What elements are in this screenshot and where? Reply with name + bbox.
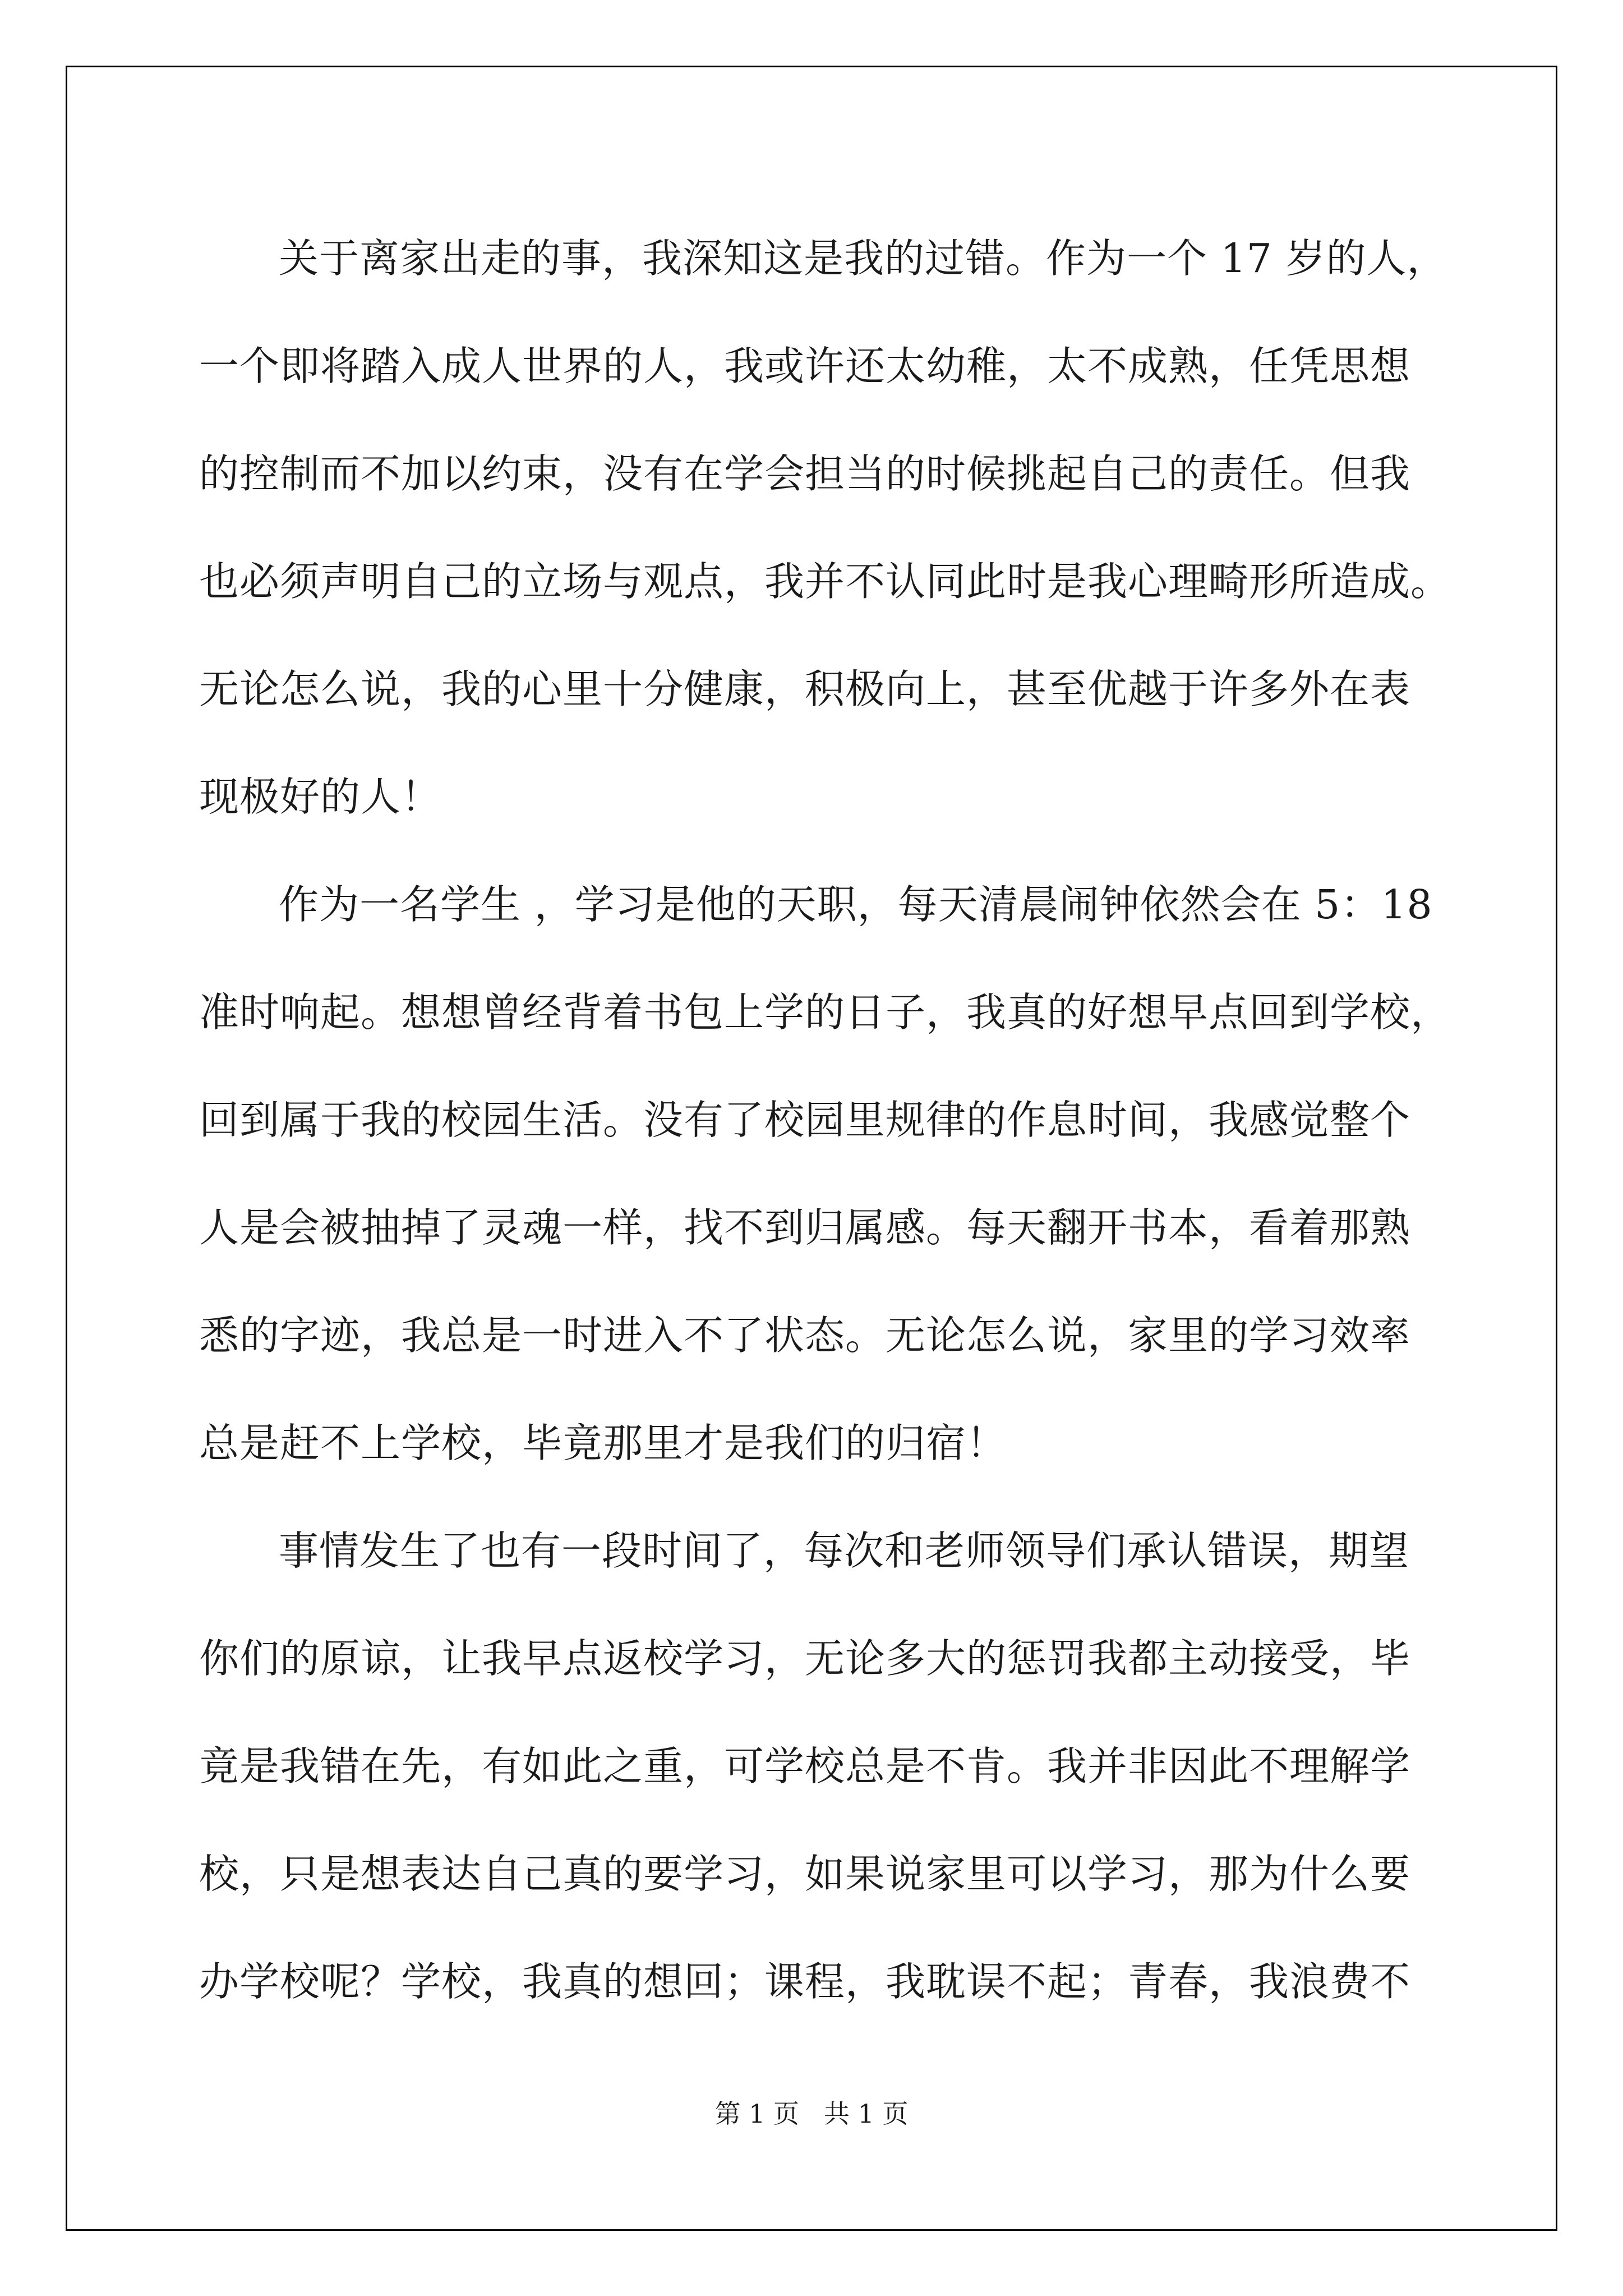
- text-line: 你们的原谅，让我早点返校学习，无论多大的惩罚我都主动接受，毕: [199, 1635, 1411, 1682]
- text-line: 竟是我错在先，有如此之重，可学校总是不肯。我并非因此不理解学: [199, 1743, 1411, 1789]
- text-line: 事情发生了也有一段时间了，每次和老师领导们承认错误，期望: [279, 1527, 1410, 1574]
- text-line: 准时响起。想想曾经背着书包上学的日子，我真的好想早点回到学校，: [199, 989, 1451, 1036]
- text-line: 校，只是想表达自己真的要学习，如果说家里可以学习，那为什么要: [199, 1851, 1411, 1897]
- text-line: 一个即将踏入成人世界的人，我或许还太幼稚，太不成熟，任凭思想: [199, 343, 1411, 389]
- text-line: 总是赶不上学校，毕竟那里才是我们的归宿！: [199, 1420, 1007, 1466]
- text-line: 无论怎么说，我的心里十分健康，积极向上，甚至优越于许多外在表: [199, 666, 1411, 712]
- text-line: 关于离家出走的事，我深知这是我的过错。作为一个 17 岁的人，: [279, 235, 1447, 282]
- text-line: 作为一名学生 ，学习是他的天职，每天清晨闹钟依然会在 5：18: [279, 881, 1433, 928]
- text-line: 人是会被抽掉了灵魂一样，找不到归属感。每天翻开书本，看着那熟: [199, 1204, 1411, 1251]
- page-number: 第 1 页: [714, 2099, 800, 2129]
- text-line: 也必须声明自己的立场与观点，我并不认同此时是我心理畸形所造成。: [199, 558, 1451, 605]
- text-line: 的控制而不加以约束，没有在学会担当的时候挑起自己的责任。但我: [199, 450, 1411, 497]
- text-line: 现极好的人！: [199, 774, 442, 820]
- page-footer: [0, 2093, 1623, 2131]
- text-line: 回到属于我的校园生活。没有了校园里规律的作息时间，我感觉整个: [199, 1097, 1411, 1143]
- text-line: 办学校呢？学校，我真的想回；课程，我耽误不起；青春，我浪费不: [199, 1958, 1411, 2005]
- page-total: 共 1 页: [823, 2099, 909, 2129]
- text-line: 悉的字迹，我总是一时进入不了状态。无论怎么说，家里的学习效率: [199, 1312, 1411, 1359]
- document-body: [199, 205, 1451, 2036]
